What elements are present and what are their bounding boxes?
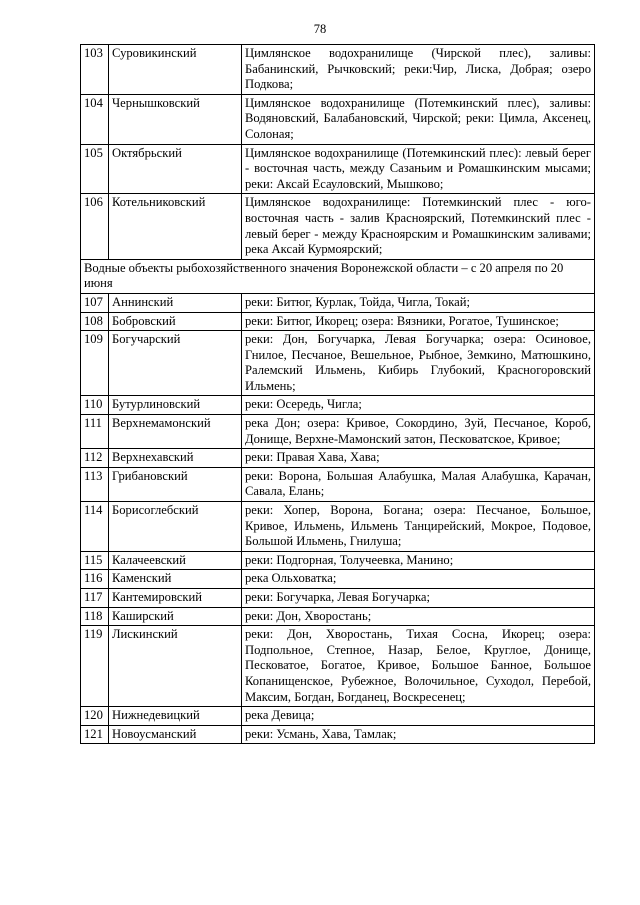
row-number: 107 (81, 293, 109, 312)
water-objects: реки: Усмань, Хава, Тамлак; (242, 725, 595, 744)
water-objects: реки: Подгорная, Толучеевка, Манино; (242, 551, 595, 570)
district-name: Бобровский (109, 312, 242, 331)
district-name: Бутурлиновский (109, 396, 242, 415)
district-name: Котельниковский (109, 194, 242, 259)
table-row (81, 707, 595, 726)
row-number: 121 (81, 725, 109, 744)
fishing-waters-table (80, 44, 595, 744)
section-header: Водные объекты рыбохозяйственного значения Воронежской области – с 20 апреля по 20 июня (81, 259, 595, 293)
row-number: 104 (81, 94, 109, 144)
table-row (81, 467, 595, 501)
table-row (81, 570, 595, 589)
water-objects: реки: Осередь, Чигла; (242, 396, 595, 415)
table-row (81, 502, 595, 552)
table-row (81, 194, 595, 259)
district-name: Верхнемамонский (109, 415, 242, 449)
district-name: Октябрьский (109, 144, 242, 194)
row-number: 116 (81, 570, 109, 589)
row-number: 110 (81, 396, 109, 415)
row-number: 114 (81, 502, 109, 552)
water-objects: Цимлянское водохранилище: Потемкинский плес - юго-восточная часть - залив Красноярский, Потемкинский плес - левый берег - между Красноярским и Ромашкинским заливами; река Аксай Курмоярский; (242, 194, 595, 259)
water-objects: реки: Дон, Хворостань, Тихая Сосна, Икорец; озера: Подпольное, Степное, Назар, Белое, Круглое, Донище, Песковатое, Богатое, Кривое, Большое Банное, Большое Копанищенское, Рубежное, Волочильное, Суходол, Перебой, Максим, Богдан, Богданец, Воскресенец; (242, 626, 595, 707)
district-name: Чернышковский (109, 94, 242, 144)
water-objects: реки: Битюг, Икорец; озера: Вязники, Рогатое, Тушинское; (242, 312, 595, 331)
district-name: Кантемировский (109, 589, 242, 608)
district-name: Нижнедевицкий (109, 707, 242, 726)
water-objects: реки: Дон, Хворостань; (242, 607, 595, 626)
table-row (81, 725, 595, 744)
water-objects: река Дон; озера: Кривое, Сокордино, Зуй, Песчаное, Короб, Донище, Верхне-Мамонский затон, Песковатское, Кривое; (242, 415, 595, 449)
table-row (81, 293, 595, 312)
water-objects: река Ольховатка; (242, 570, 595, 589)
district-name: Грибановский (109, 467, 242, 501)
row-number: 111 (81, 415, 109, 449)
water-objects: Цимлянское водохранилище (Потемкинский плес): левый берег - восточная часть, между Сазаньим и Ромашкинским мысами; реки: Аксай Есауловский, Мышково; (242, 144, 595, 194)
table-row (81, 626, 595, 707)
district-name: Борисоглебский (109, 502, 242, 552)
district-name: Верхнехавский (109, 449, 242, 468)
district-name: Новоусманский (109, 725, 242, 744)
water-objects: реки: Ворона, Большая Алабушка, Малая Алабушка, Карачан, Савала, Елань; (242, 467, 595, 501)
row-number: 117 (81, 589, 109, 608)
row-number: 113 (81, 467, 109, 501)
water-objects: реки: Дон, Богучарка, Левая Богучарка; озера: Осиновое, Гнилое, Песчаное, Вешельное, Рыбное, Земкино, Матюшкино, Ралемский Ильмень, Кибирь Глубокий, Красногоровский Ильмень; (242, 331, 595, 396)
district-name: Суровикинский (109, 45, 242, 95)
page-number: 78 (313, 22, 327, 36)
section-header-row (81, 259, 595, 293)
district-name: Калачеевский (109, 551, 242, 570)
row-number: 109 (81, 331, 109, 396)
table-row (81, 94, 595, 144)
district-name: Каширский (109, 607, 242, 626)
district-name: Аннинский (109, 293, 242, 312)
table-row (81, 331, 595, 396)
district-name: Лискинский (109, 626, 242, 707)
table-row (81, 415, 595, 449)
table-row (81, 312, 595, 331)
water-objects: Цимлянское водохранилище (Чирской плес), заливы: Бабанинский, Рычковский; реки:Чир, Лиска, Добрая; озеро Подкова; (242, 45, 595, 95)
row-number: 120 (81, 707, 109, 726)
table-row (81, 607, 595, 626)
row-number: 115 (81, 551, 109, 570)
water-objects: Цимлянское водохранилище (Потемкинский плес), заливы: Водяновский, Балабановский, Чирской; реки: Цимла, Аксенец, Солоная; (242, 94, 595, 144)
table-row (81, 144, 595, 194)
table-row (81, 396, 595, 415)
row-number: 103 (81, 45, 109, 95)
water-objects: реки: Битюг, Курлак, Тойда, Чигла, Токай; (242, 293, 595, 312)
row-number: 119 (81, 626, 109, 707)
table-row (81, 449, 595, 468)
water-objects: река Девица; (242, 707, 595, 726)
row-number: 106 (81, 194, 109, 259)
district-name: Каменский (109, 570, 242, 589)
row-number: 108 (81, 312, 109, 331)
table-row (81, 45, 595, 95)
table-row (81, 551, 595, 570)
row-number: 105 (81, 144, 109, 194)
water-objects: реки: Богучарка, Левая Богучарка; (242, 589, 595, 608)
table-row (81, 589, 595, 608)
row-number: 118 (81, 607, 109, 626)
row-number: 112 (81, 449, 109, 468)
district-name: Богучарский (109, 331, 242, 396)
water-objects: реки: Хопер, Ворона, Богана; озера: Песчаное, Большое, Кривое, Ильмень, Ильмень Танцирейский, Мокрое, Подовое, Большой Ильмень, Гнилуша; (242, 502, 595, 552)
water-objects: реки: Правая Хава, Хава; (242, 449, 595, 468)
